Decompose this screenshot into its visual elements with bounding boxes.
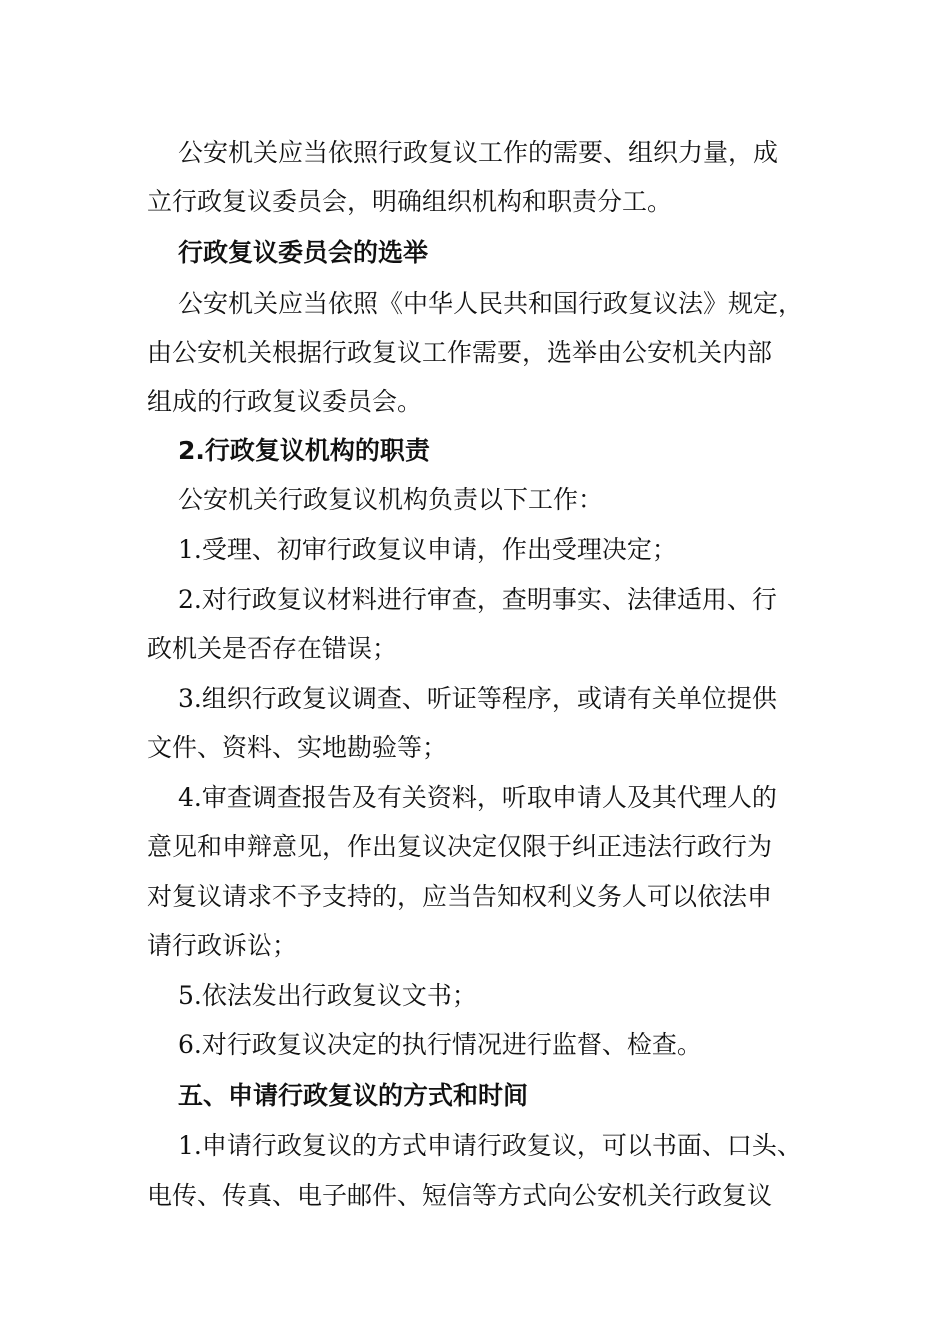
list-item-continuation: 文件、资料、实地勘验等； xyxy=(147,733,448,762)
body-text-line: 立行政复议委员会，明确组织机构和职责分工。 xyxy=(147,187,673,216)
list-item-continuation: 对复议请求不予支持的，应当告知权利义务人可以依法申 xyxy=(147,882,773,911)
list-item: 6.对行政复议决定的执行情况进行监督、检查。 xyxy=(178,1030,702,1059)
body-text-line: 组成的行政复议委员会。 xyxy=(147,387,423,416)
body-text-line: 电传、传真、电子邮件、短信等方式向公安机关行政复议 xyxy=(147,1181,773,1210)
list-item-continuation: 请行政诉讼； xyxy=(147,931,298,960)
list-item: 1.受理、初审行政复议申请，作出受理决定； xyxy=(178,535,677,564)
body-text-line: 1.申请行政复议的方式申请行政复议，可以书面、口头、 xyxy=(178,1131,802,1160)
body-text-line: 由公安机关根据行政复议工作需要，选举由公安机关内部 xyxy=(147,338,773,367)
body-text-line: 公安机关应当依照《中华人民共和国行政复议法》规定， xyxy=(178,289,804,318)
list-item: 5.依法发出行政复议文书； xyxy=(178,981,477,1010)
body-text-line: 公安机关应当依照行政复议工作的需要、组织力量，成 xyxy=(178,138,779,167)
list-item-continuation: 政机关是否存在错误； xyxy=(147,634,398,663)
section-heading: 行政复议委员会的选举 xyxy=(178,238,429,267)
list-item: 4.审查调查报告及有关资料，听取申请人及其代理人的 xyxy=(178,783,777,812)
section-heading: 五、申请行政复议的方式和时间 xyxy=(178,1081,529,1110)
section-heading: 2.行政复议机构的职责 xyxy=(178,436,430,465)
list-item: 3.组织行政复议调查、听证等程序，或请有关单位提供 xyxy=(178,684,777,713)
list-item: 2.对行政复议材料进行审查，查明事实、法律适用、行 xyxy=(178,585,777,614)
body-text-line: 公安机关行政复议机构负责以下工作： xyxy=(178,485,604,514)
list-item-continuation: 意见和申辩意见，作出复议决定仅限于纠正违法行政行为 xyxy=(147,832,773,861)
